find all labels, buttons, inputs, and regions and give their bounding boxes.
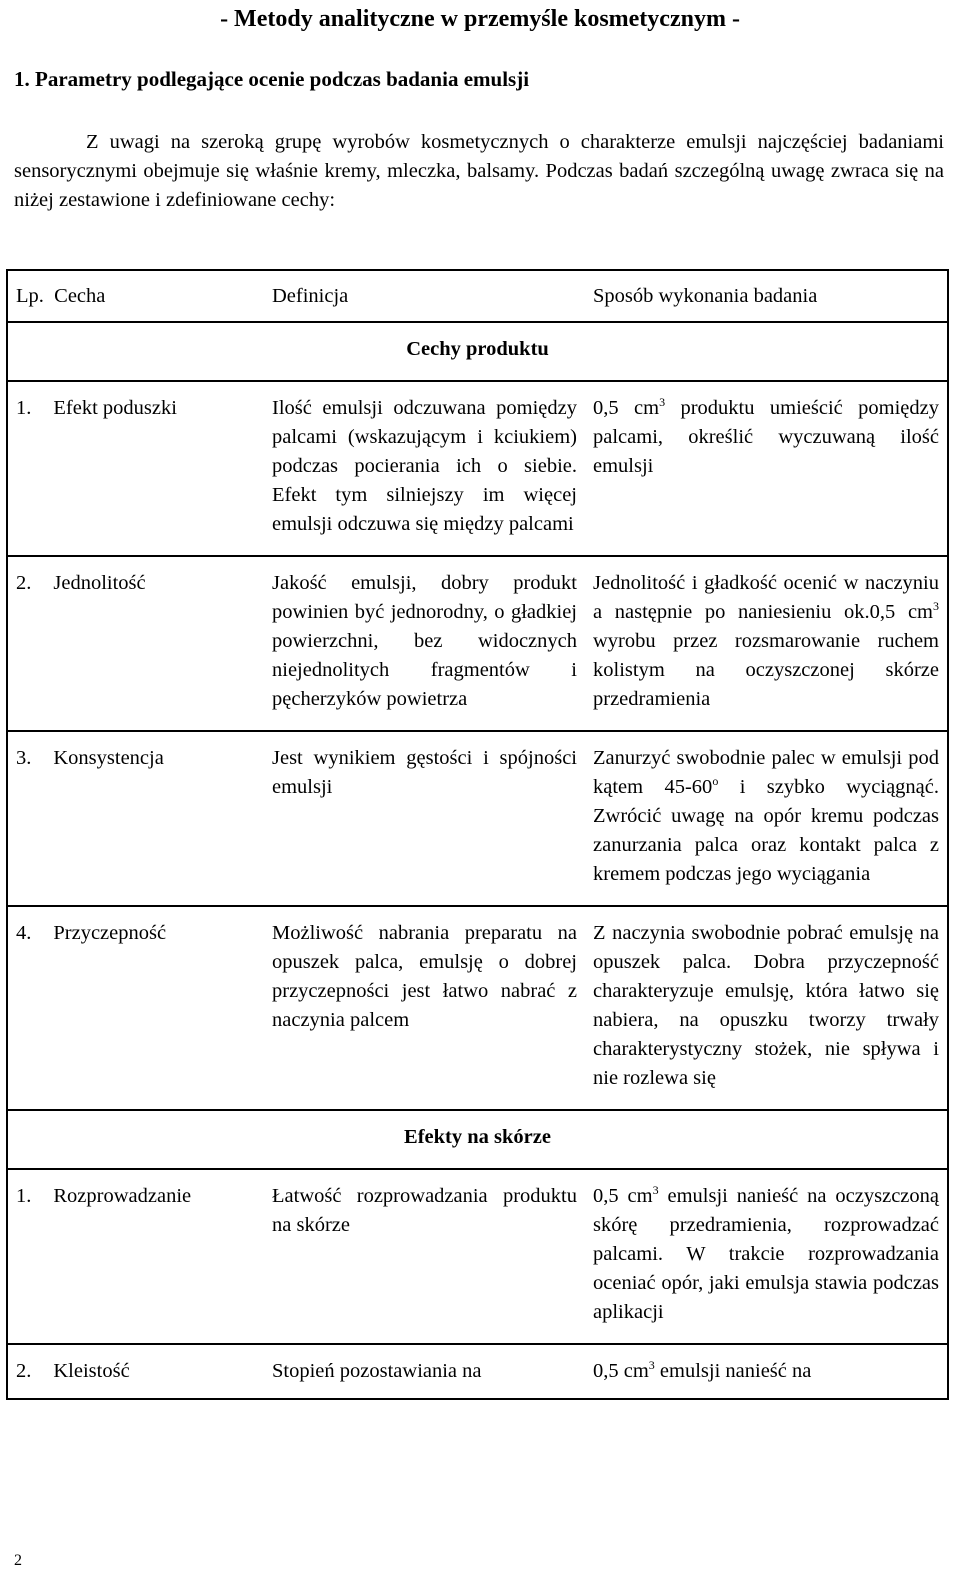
parameters-table xyxy=(6,269,949,1400)
sposob-text: 0,5 cm xyxy=(593,1185,653,1207)
definicja-cell: Stopień pozostawiania na xyxy=(264,1344,585,1399)
sposob-cell xyxy=(585,1344,948,1399)
cecha-cell xyxy=(7,381,264,556)
sposob-sup: 3 xyxy=(659,395,666,410)
sposob-text: Zanurzyć swobodnie palec w emulsji pod kątem 45-60 xyxy=(593,747,939,798)
sposob-cell xyxy=(585,556,948,731)
table-row xyxy=(7,381,948,556)
table-row xyxy=(7,731,948,906)
cecha-name: Rozprowadzanie xyxy=(53,1185,192,1207)
sposob-text-cont: i szybko wyciągnąć. Zwrócić uwagę na opór kremu podczas zanurzania palca oraz kontakt palca z kremem podczas jego wyciągania xyxy=(593,776,940,885)
cecha-cell xyxy=(7,556,264,731)
sposob-sup: 3 xyxy=(648,1358,655,1373)
section-row-skin xyxy=(7,1110,948,1169)
sposob-cell xyxy=(585,906,948,1110)
sposob-text-cont: wyrobu przez rozsmarowanie ruchem kolistym na oczyszczonej skórze przedramienia xyxy=(593,630,939,710)
header-lp-cecha: Lp. Cecha xyxy=(7,270,264,322)
sposob-text-cont: emulsji nanieść na xyxy=(654,1360,812,1382)
cecha-name: Jednolitość xyxy=(53,572,146,594)
sposob-sup: 3 xyxy=(652,1183,659,1198)
cecha-name: Efekt poduszki xyxy=(53,397,177,419)
sposob-text-cont: emulsji nanieść na oczyszczoną skórę przedramienia, rozprowadzać palcami. W trakcie rozprowadzania oceniać opór, jaki emulsja stawia podczas aplikacji xyxy=(593,1185,940,1323)
section-row-product xyxy=(7,322,948,381)
document-title: - Metody analityczne w przemyśle kosmetycznym - xyxy=(220,6,740,32)
sposob-sup: 3 xyxy=(933,599,939,614)
table-row xyxy=(7,1169,948,1344)
cecha-cell xyxy=(7,1344,264,1399)
header-definicja: Definicja xyxy=(264,270,585,322)
sposob-cell xyxy=(585,731,948,906)
sposob-text-cont: produktu umieścić pomiędzy palcami, określić wyczuwaną ilość emulsji xyxy=(593,397,939,477)
section-title-skin: Efekty na skórze xyxy=(7,1110,948,1169)
definicja-cell: Jest wynikiem gęstości i spójności emulsji xyxy=(264,731,585,906)
cecha-cell xyxy=(7,1169,264,1344)
definicja-cell: Możliwość nabrania preparatu na opuszek palca, emulsję o dobrej przyczepności jest łatwo nabrać z naczynia palcem xyxy=(264,906,585,1110)
sposob-text: 0,5 cm xyxy=(593,1360,649,1382)
cecha-cell xyxy=(7,731,264,906)
row-number: 1. xyxy=(16,397,32,419)
row-number: 1. xyxy=(16,1185,32,1207)
sposob-cell xyxy=(585,381,948,556)
row-number: 4. xyxy=(16,922,32,944)
page-number: 2 xyxy=(14,1552,22,1569)
row-number: 2. xyxy=(16,572,32,594)
sposob-cell xyxy=(585,1169,948,1344)
table-row xyxy=(7,906,948,1110)
row-number: 3. xyxy=(16,747,32,769)
definicja-cell: Ilość emulsji odczuwana pomiędzy palcami (wskazującym i kciukiem) podczas pocierania ich o siebie. Efekt tym silniejszy im więcej emulsji odczuwa się między palcami xyxy=(264,381,585,556)
cecha-name: Kleistość xyxy=(53,1360,130,1382)
sposob-text: Z naczynia swobodnie pobrać emulsję na opuszek palca. Dobra przyczepność charakteryzuje emulsję, która łatwo się nabiera, na opuszku tworzy trwały charakterystyczny stożek, nie spływa i nie rozlewa się xyxy=(593,922,939,1089)
cecha-name: Przyczepność xyxy=(53,922,167,944)
sposob-text: Jednolitość i gładkość ocenić w naczyniu a następnie po naniesieniu ok.0,5 cm xyxy=(593,572,939,623)
sposob-text: 0,5 cm xyxy=(593,397,660,419)
table-header-row xyxy=(7,270,948,322)
cecha-name: Konsystencja xyxy=(53,747,164,769)
section-title-product: Cechy produktu xyxy=(7,322,948,381)
header-sposob: Sposób wykonania badania xyxy=(585,270,948,322)
row-number: 2. xyxy=(16,1360,32,1382)
intro-paragraph: Z uwagi na szeroką grupę wyrobów kosmetycznych o charakterze emulsji najczęściej badaniami sensorycznymi obejmuje się właśnie kremy, mleczka, balsamy. Podczas badań szczególną uwagę zwraca się na niżej zestawione i zdefiniowane cechy: xyxy=(14,131,944,211)
section-heading: 1. Parametry podlegające ocenie podczas badania emulsji xyxy=(14,67,530,91)
definicja-cell: Łatwość rozprowadzania produktu na skórze xyxy=(264,1169,585,1344)
table-row xyxy=(7,1344,948,1399)
sposob-sup: o xyxy=(712,774,719,789)
cecha-cell xyxy=(7,906,264,1110)
definicja-cell: Jakość emulsji, dobry produkt powinien być jednorodny, o gładkiej powierzchni, bez widocznych niejednolitych fragmentów i pęcherzyków powietrza xyxy=(264,556,585,731)
table-row xyxy=(7,556,948,731)
